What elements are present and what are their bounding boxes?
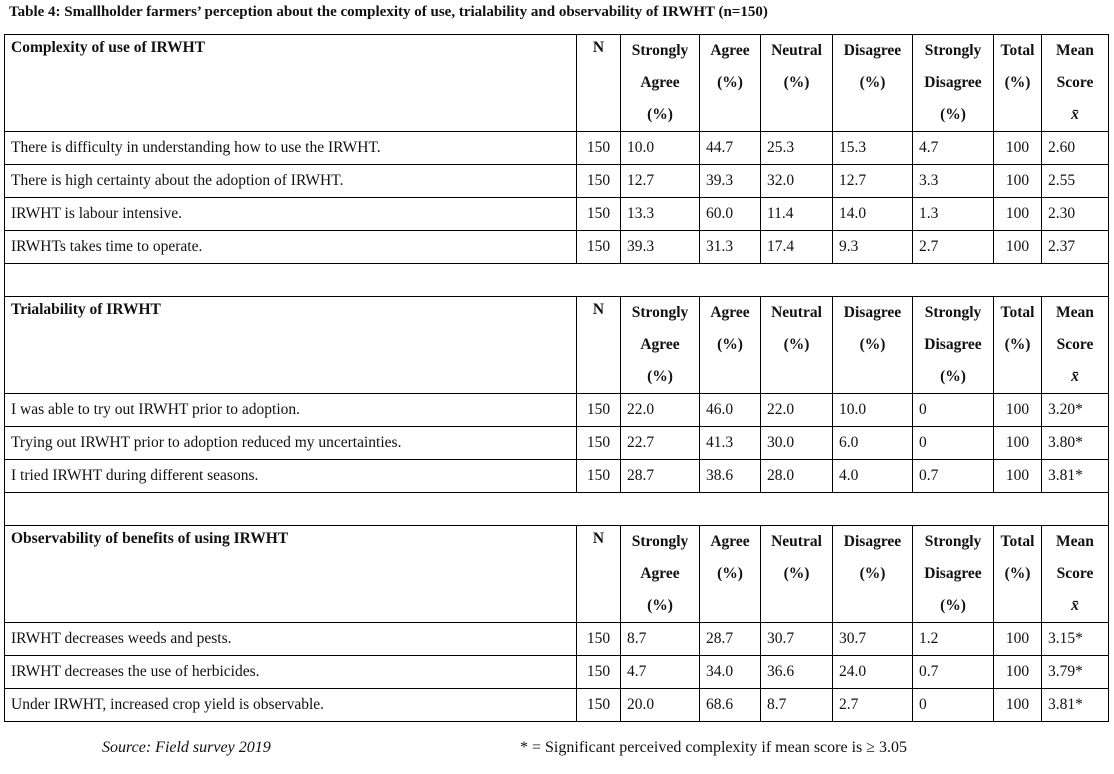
cell-m: 2.55 — [1042, 165, 1109, 198]
column-header-neutral — [761, 297, 833, 394]
column-header-line: (%) — [1004, 336, 1031, 353]
column-header-n: N — [577, 297, 621, 394]
column-header-line: Agree — [710, 304, 750, 321]
table-row — [5, 394, 1109, 427]
row-label: IRWHT is labour intensive. — [5, 198, 577, 231]
cell-a: 44.7 — [700, 132, 761, 165]
column-header-line: (%) — [940, 368, 966, 385]
row-label: I was able to try out IRWHT prior to adoption. — [5, 394, 577, 427]
row-label: IRWHTs takes time to operate. — [5, 231, 577, 264]
column-header-disagree — [833, 526, 913, 623]
cell-sa: 20.0 — [621, 689, 700, 722]
column-header-line: x̄ — [1071, 368, 1079, 385]
table-caption: Table 4: Smallholder farmers’ perception about the complexity of use, trialability and observability of IRWHT (n=150) — [9, 4, 768, 20]
cell-d: 24.0 — [833, 656, 913, 689]
cell-n: 150 — [577, 231, 621, 264]
spacer-cell — [5, 493, 1109, 526]
section-title: Observability of benefits of using IRWHT — [5, 526, 577, 623]
column-header-total — [994, 526, 1042, 623]
cell-sd: 0.7 — [913, 656, 994, 689]
column-header-line: Agree — [710, 533, 750, 550]
column-header-line: Score — [1056, 565, 1094, 582]
cell-sa: 8.7 — [621, 623, 700, 656]
cell-ne: 8.7 — [761, 689, 833, 722]
column-header-strongly-disagree — [913, 526, 994, 623]
cell-sa: 12.7 — [621, 165, 700, 198]
cell-sa: 22.7 — [621, 427, 700, 460]
cell-a: 34.0 — [700, 656, 761, 689]
column-header-strongly-agree — [621, 35, 700, 132]
cell-sd: 0 — [913, 427, 994, 460]
cell-d: 14.0 — [833, 198, 913, 231]
row-label: Under IRWHT, increased crop yield is observable. — [5, 689, 577, 722]
cell-n: 150 — [577, 689, 621, 722]
cell-ne: 30.0 — [761, 427, 833, 460]
column-header-line: Disagree — [843, 42, 902, 59]
table-row — [5, 427, 1109, 460]
column-header-line: Mean — [1056, 533, 1094, 550]
column-header-line: (%) — [859, 74, 886, 91]
cell-a: 68.6 — [700, 689, 761, 722]
significance-note: * = Significant perceived complexity if mean score is ≥ 3.05 — [520, 739, 908, 756]
column-header-line: Disagree — [924, 565, 982, 582]
column-header-agree — [700, 297, 761, 394]
table-row — [5, 623, 1109, 656]
column-header-line: Neutral — [771, 42, 822, 59]
column-header-line: Disagree — [843, 304, 902, 321]
column-header-line: (%) — [1004, 565, 1031, 582]
column-header-line: Neutral — [771, 304, 822, 321]
cell-m: 2.30 — [1042, 198, 1109, 231]
cell-d: 2.7 — [833, 689, 913, 722]
column-header-line: (%) — [647, 106, 673, 123]
column-header-line: Disagree — [924, 336, 982, 353]
column-header-line: Agree — [640, 336, 680, 353]
row-label: IRWHT decreases weeds and pests. — [5, 623, 577, 656]
cell-t: 100 — [994, 460, 1042, 493]
cell-ne: 32.0 — [761, 165, 833, 198]
table-row — [5, 132, 1109, 165]
column-header-line: (%) — [940, 106, 966, 123]
cell-ne: 30.7 — [761, 623, 833, 656]
section-header-row — [5, 526, 1109, 623]
cell-t: 100 — [994, 165, 1042, 198]
cell-sd: 0.7 — [913, 460, 994, 493]
cell-sa: 13.3 — [621, 198, 700, 231]
cell-a: 41.3 — [700, 427, 761, 460]
column-header-line: Agree — [640, 74, 680, 91]
column-header-n: N — [577, 35, 621, 132]
column-header-line: (%) — [783, 565, 810, 582]
cell-a: 31.3 — [700, 231, 761, 264]
column-header-line: Agree — [710, 42, 750, 59]
column-header-line: Mean — [1056, 42, 1094, 59]
cell-d: 10.0 — [833, 394, 913, 427]
row-label: IRWHT decreases the use of herbicides. — [5, 656, 577, 689]
cell-sa: 22.0 — [621, 394, 700, 427]
column-header-total — [994, 297, 1042, 394]
cell-sd: 0 — [913, 689, 994, 722]
column-header-line: x̄ — [1071, 106, 1079, 123]
column-header-line: (%) — [859, 336, 886, 353]
cell-sd: 1.3 — [913, 198, 994, 231]
cell-ne: 11.4 — [761, 198, 833, 231]
section-title: Complexity of use of IRWHT — [5, 35, 577, 132]
column-header-line: Mean — [1056, 304, 1094, 321]
cell-t: 100 — [994, 689, 1042, 722]
column-header-line: (%) — [647, 597, 673, 614]
column-header-line: Disagree — [924, 74, 982, 91]
cell-t: 100 — [994, 623, 1042, 656]
table-row — [5, 689, 1109, 722]
cell-t: 100 — [994, 427, 1042, 460]
column-header-line: x̄ — [1071, 597, 1079, 614]
column-header-line: (%) — [1004, 74, 1031, 91]
cell-sd: 0 — [913, 394, 994, 427]
cell-sd: 4.7 — [913, 132, 994, 165]
section-header-row — [5, 35, 1109, 132]
column-header-strongly-agree — [621, 526, 700, 623]
column-header-line: Total — [1000, 42, 1035, 59]
cell-n: 150 — [577, 132, 621, 165]
cell-n: 150 — [577, 165, 621, 198]
column-header-line: (%) — [717, 565, 743, 582]
table-row — [5, 198, 1109, 231]
cell-m: 3.80* — [1042, 427, 1109, 460]
spacer-row — [5, 264, 1109, 297]
column-header-line: Strongly — [924, 304, 982, 321]
cell-ne: 36.6 — [761, 656, 833, 689]
perception-table — [4, 34, 1109, 722]
cell-a: 46.0 — [700, 394, 761, 427]
section-header-row — [5, 297, 1109, 394]
cell-t: 100 — [994, 656, 1042, 689]
column-header-line: Strongly — [631, 533, 689, 550]
cell-n: 150 — [577, 623, 621, 656]
cell-sd: 1.2 — [913, 623, 994, 656]
column-header-line: Strongly — [924, 533, 982, 550]
cell-t: 100 — [994, 132, 1042, 165]
cell-a: 28.7 — [700, 623, 761, 656]
table-row — [5, 165, 1109, 198]
column-header-mean — [1042, 35, 1109, 132]
column-header-neutral — [761, 35, 833, 132]
cell-n: 150 — [577, 460, 621, 493]
cell-ne: 25.3 — [761, 132, 833, 165]
column-header-line: Total — [1000, 533, 1035, 550]
cell-ne: 22.0 — [761, 394, 833, 427]
column-header-line: Strongly — [631, 304, 689, 321]
column-header-line: Total — [1000, 304, 1035, 321]
cell-m: 3.81* — [1042, 689, 1109, 722]
column-header-disagree — [833, 297, 913, 394]
cell-n: 150 — [577, 427, 621, 460]
cell-t: 100 — [994, 198, 1042, 231]
cell-d: 9.3 — [833, 231, 913, 264]
cell-n: 150 — [577, 198, 621, 231]
column-header-disagree — [833, 35, 913, 132]
column-header-line: (%) — [859, 565, 886, 582]
column-header-line: (%) — [717, 74, 743, 91]
row-label: I tried IRWHT during different seasons. — [5, 460, 577, 493]
cell-d: 12.7 — [833, 165, 913, 198]
column-header-line: (%) — [940, 597, 966, 614]
cell-m: 3.20* — [1042, 394, 1109, 427]
cell-d: 6.0 — [833, 427, 913, 460]
cell-sa: 28.7 — [621, 460, 700, 493]
column-header-strongly-disagree — [913, 35, 994, 132]
column-header-line: (%) — [717, 336, 743, 353]
column-header-neutral — [761, 526, 833, 623]
section-title: Trialability of IRWHT — [5, 297, 577, 394]
cell-d: 30.7 — [833, 623, 913, 656]
cell-a: 38.6 — [700, 460, 761, 493]
cell-n: 150 — [577, 394, 621, 427]
column-header-mean — [1042, 526, 1109, 623]
cell-m: 3.81* — [1042, 460, 1109, 493]
column-header-mean — [1042, 297, 1109, 394]
column-header-line: Strongly — [924, 42, 982, 59]
column-header-line: Strongly — [631, 42, 689, 59]
cell-n: 150 — [577, 656, 621, 689]
column-header-line: Score — [1056, 74, 1094, 91]
cell-m: 2.37 — [1042, 231, 1109, 264]
column-header-strongly-agree — [621, 297, 700, 394]
cell-ne: 17.4 — [761, 231, 833, 264]
column-header-n: N — [577, 526, 621, 623]
cell-d: 4.0 — [833, 460, 913, 493]
column-header-agree — [700, 35, 761, 132]
cell-sa: 10.0 — [621, 132, 700, 165]
column-header-line: Disagree — [843, 533, 902, 550]
spacer-cell — [5, 264, 1109, 297]
row-label: Trying out IRWHT prior to adoption reduced my uncertainties. — [5, 427, 577, 460]
column-header-total — [994, 35, 1042, 132]
cell-a: 39.3 — [700, 165, 761, 198]
column-header-agree — [700, 526, 761, 623]
cell-m: 3.79* — [1042, 656, 1109, 689]
table-row — [5, 656, 1109, 689]
row-label: There is high certainty about the adoption of IRWHT. — [5, 165, 577, 198]
column-header-line: (%) — [783, 74, 810, 91]
cell-sd: 2.7 — [913, 231, 994, 264]
cell-ne: 28.0 — [761, 460, 833, 493]
cell-m: 2.60 — [1042, 132, 1109, 165]
column-header-line: (%) — [783, 336, 810, 353]
cell-t: 100 — [994, 394, 1042, 427]
cell-sa: 39.3 — [621, 231, 700, 264]
cell-sa: 4.7 — [621, 656, 700, 689]
source-note: Source: Field survey 2019 — [102, 739, 271, 756]
table-row — [5, 231, 1109, 264]
column-header-line: Score — [1056, 336, 1094, 353]
cell-d: 15.3 — [833, 132, 913, 165]
table-row — [5, 460, 1109, 493]
column-header-line: Agree — [640, 565, 680, 582]
cell-a: 60.0 — [700, 198, 761, 231]
row-label: There is difficulty in understanding how to use the IRWHT. — [5, 132, 577, 165]
spacer-row — [5, 493, 1109, 526]
cell-sd: 3.3 — [913, 165, 994, 198]
column-header-line: (%) — [647, 368, 673, 385]
column-header-line: Neutral — [771, 533, 822, 550]
cell-m: 3.15* — [1042, 623, 1109, 656]
cell-t: 100 — [994, 231, 1042, 264]
column-header-strongly-disagree — [913, 297, 994, 394]
